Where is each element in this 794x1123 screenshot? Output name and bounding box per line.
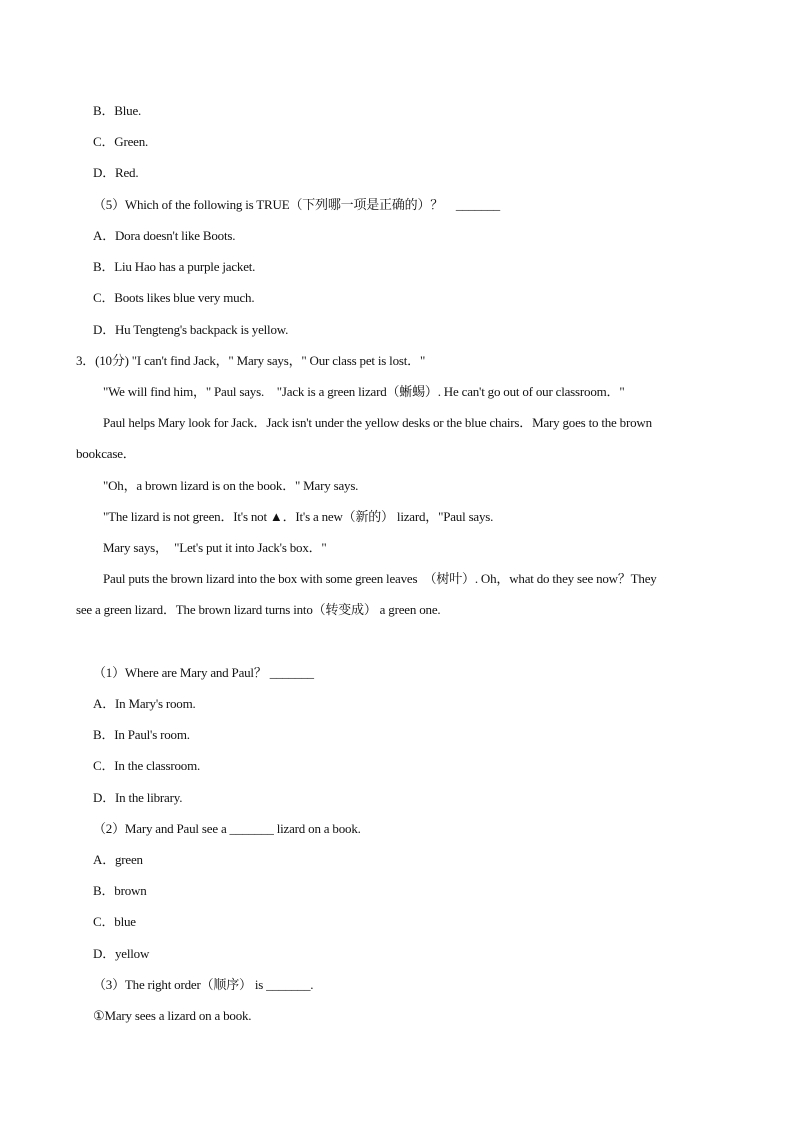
passage-line: bookcase．: [76, 446, 136, 461]
question-3-header: 3．(10分) "I can't find Jack，" Mary says，" Our class pet is lost．": [76, 353, 426, 368]
sub-question-2-stem: （2）Mary and Paul see a _______ lizard on a book.: [93, 821, 361, 836]
sub2-option-c: C．blue: [93, 914, 136, 929]
passage-line: "Oh，a brown lizard is on the book．" Mary says.: [103, 478, 359, 493]
order-item-1: ①Mary sees a lizard on a book.: [93, 1008, 252, 1023]
sub2-option-a: A．green: [93, 852, 143, 867]
sub-question-3-stem: （3）The right order（顺序） is _______.: [93, 977, 314, 992]
sub2-option-d: D．yellow: [93, 946, 150, 961]
option-d: D．Red.: [93, 165, 139, 180]
sub1-option-a: A．In Mary's room.: [93, 696, 196, 711]
passage-line: "We will find him，" Paul says. "Jack is a green lizard（蜥蜴）. He can't go out of our classroom．": [103, 384, 625, 399]
q5-option-d: D．Hu Tengteng's backpack is yellow.: [93, 322, 289, 337]
passage-line: see a green lizard．The brown lizard turns into（转变成） a green one.: [76, 602, 441, 617]
sub1-option-d: D．In the library.: [93, 790, 183, 805]
passage-line: Mary says， "Let's put it into Jack's box．": [103, 540, 327, 555]
sub-question-1-stem: （1）Where are Mary and Paul？ _______: [93, 665, 314, 680]
question-5-stem: （5）Which of the following is TRUE（下列哪一项是正确的）？ _______: [93, 197, 500, 212]
passage-line: Paul helps Mary look for Jack．Jack isn't under the yellow desks or the blue chairs．Mary goes to the brown: [103, 415, 652, 430]
sub1-option-c: C．In the classroom.: [93, 758, 201, 773]
option-b: B．Blue.: [93, 103, 142, 118]
option-c: C．Green.: [93, 134, 149, 149]
q5-option-c: C．Boots likes blue very much.: [93, 290, 255, 305]
q5-option-a: A．Dora doesn't like Boots.: [93, 228, 236, 243]
q5-option-b: B．Liu Hao has a purple jacket.: [93, 259, 256, 274]
sub1-option-b: B．In Paul's room.: [93, 727, 190, 742]
passage-line: Paul puts the brown lizard into the box with some green leaves （树叶）. Oh，what do they see now？They: [103, 571, 657, 586]
sub2-option-b: B．brown: [93, 883, 147, 898]
passage-line: "The lizard is not green．It's not ▲．It's a new（新的） lizard，"Paul says.: [103, 509, 494, 524]
